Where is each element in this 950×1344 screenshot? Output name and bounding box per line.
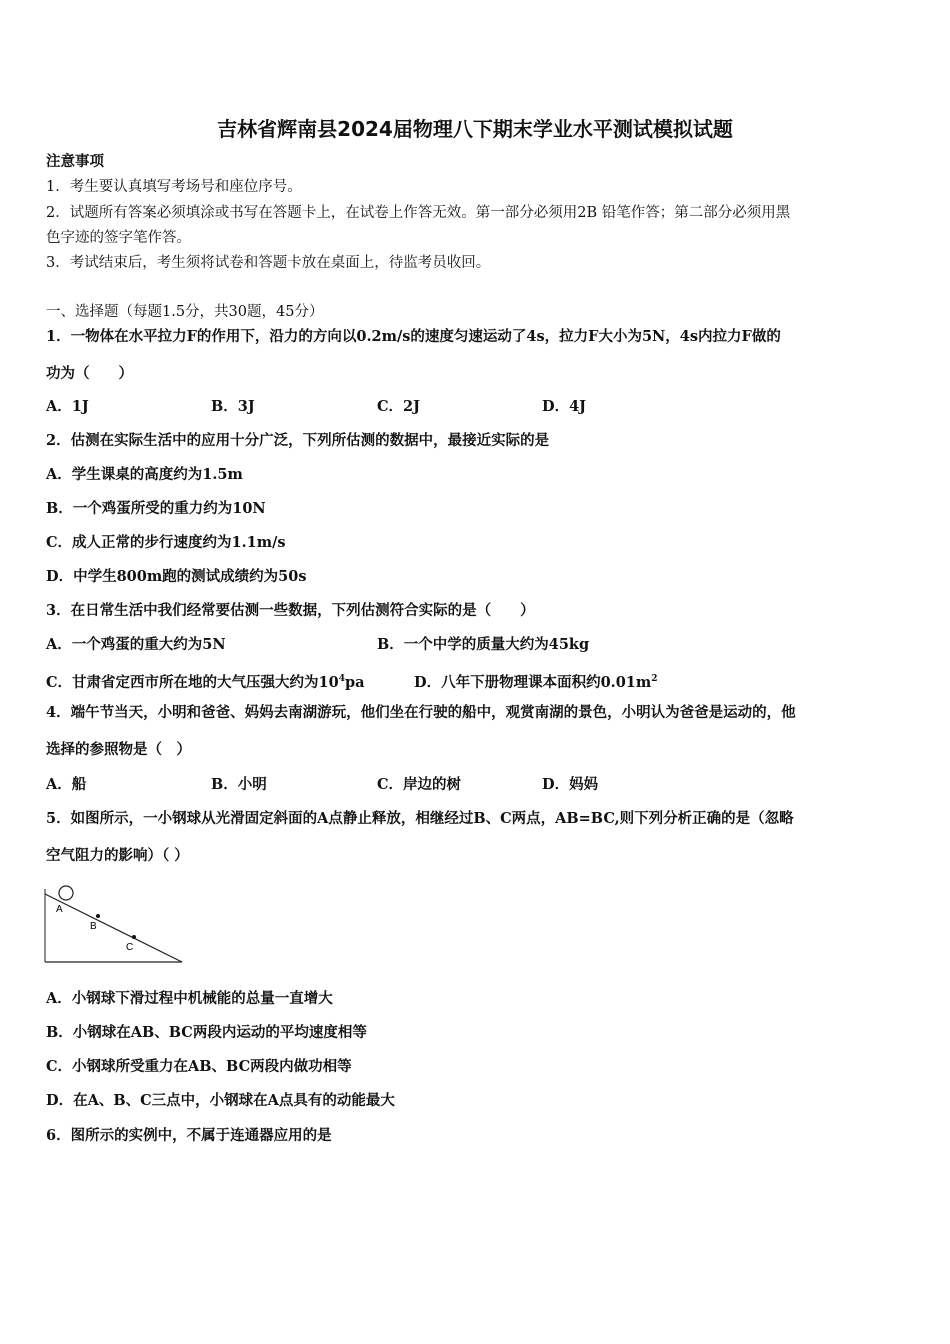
point-c-dot [132, 935, 136, 939]
q5-option-d: D．在A、B、C三点中，小钢球在A点具有的动能最大 [46, 1092, 395, 1109]
section-heading: 一、选择题（每题1.5分，共30题，45分） [46, 304, 324, 320]
q3-option-a: A．一个鸡蛋的重大约为5N [46, 636, 226, 653]
q2-option-d: D．中学生800m跑的测试成绩约为50s [46, 568, 307, 585]
q3-option-c: C．甘肃省定西市所在地的大气压强大约为$10^4pa$ [46, 674, 365, 691]
q1-stem: 1．一物体在水平拉力F的作用下，沿力的方向以0.2m/s的速度匀速运动了4s，拉力F大小为5N，4s内拉力F做的 [46, 328, 781, 345]
q2-option-b: B．一个鸡蛋所受的重力约为10N [46, 500, 266, 517]
q4-stem: 4．端午节当天，小明和爸爸、妈妈去南湖游玩，他们坐在行驶的船中，观赏南湖的景色，小明认为爸爸是运动的，他 [46, 704, 796, 721]
q5-stem: 5．如图所示，一小钢球从光滑固定斜面的A点静止释放，相继经过B、C两点，AB=BC,则下列分析正确的是（忽略 [46, 810, 794, 827]
page-title: 吉林省辉南县2024届物理八下期末学业水平测试模拟试题 [217, 117, 733, 141]
q5-option-c: C．小钢球所受重力在AB、BC两段内做功相等 [46, 1058, 352, 1075]
q3-option-b: B．一个中学的质量大约为45kg [377, 636, 590, 653]
point-b-dot [96, 914, 100, 918]
q4-option-d: D．妈妈 [542, 776, 599, 793]
steel-ball [59, 886, 73, 900]
q1-option-a: A．1J [46, 398, 89, 415]
q4-stem-cont: 选择的参照物是（ ） [46, 741, 191, 758]
notice-item: 2．试题所有答案必须填涂或书写在答题卡上，在试卷上作答无效。第一部分必须用2B 铅笔作答；第二部分必须用黑 [46, 205, 791, 221]
q6-stem: 6．图所示的实例中，不属于连通器应用的是 [46, 1127, 332, 1144]
q4-option-c: C．岸边的树 [377, 776, 462, 793]
q1-stem-cont: 功为（ ） [46, 365, 133, 382]
notice-item: 色字迹的签字笔作答。 [46, 230, 191, 246]
q1-option-c: C．2J [377, 398, 420, 415]
q2-option-a: A．学生课桌的高度约为1.5m [46, 466, 243, 483]
q4-option-b: B．小明 [211, 776, 267, 793]
notice-item: 3．考试结束后，考生须将试卷和答题卡放在桌面上，待监考员收回。 [46, 255, 491, 271]
q2-option-c: C．成人正常的步行速度约为1.1m/s [46, 534, 286, 551]
label-b: B [90, 921, 97, 932]
q3-option-d: D．八年下册物理课本面积约$0.01m^2$ [414, 674, 658, 691]
q5-option-b: B．小钢球在AB、BC两段内运动的平均速度相等 [46, 1024, 367, 1041]
q1-option-d: D．4J [542, 398, 587, 415]
q4-option-a: A．船 [46, 776, 87, 793]
q1-option-b: B．3J [211, 398, 255, 415]
notice-item: 1．考生要认真填写考场号和座位序号。 [46, 179, 302, 195]
incline-slope [45, 894, 182, 962]
label-c: C [126, 942, 134, 953]
q2-stem: 2．估测在实际生活中的应用十分广泛，下列所估测的数据中，最接近实际的是 [46, 432, 550, 449]
q3-stem: 3．在日常生活中我们经常要估测一些数据，下列估测符合实际的是（ ） [46, 602, 535, 619]
q5-stem-cont: 空气阻力的影响）（ ） [46, 847, 189, 864]
incline-diagram [44, 882, 184, 966]
notice-heading: 注意事项 [46, 153, 104, 170]
label-a: A [56, 904, 63, 915]
q5-option-a: A．小钢球下滑过程中机械能的总量一直增大 [46, 990, 333, 1007]
